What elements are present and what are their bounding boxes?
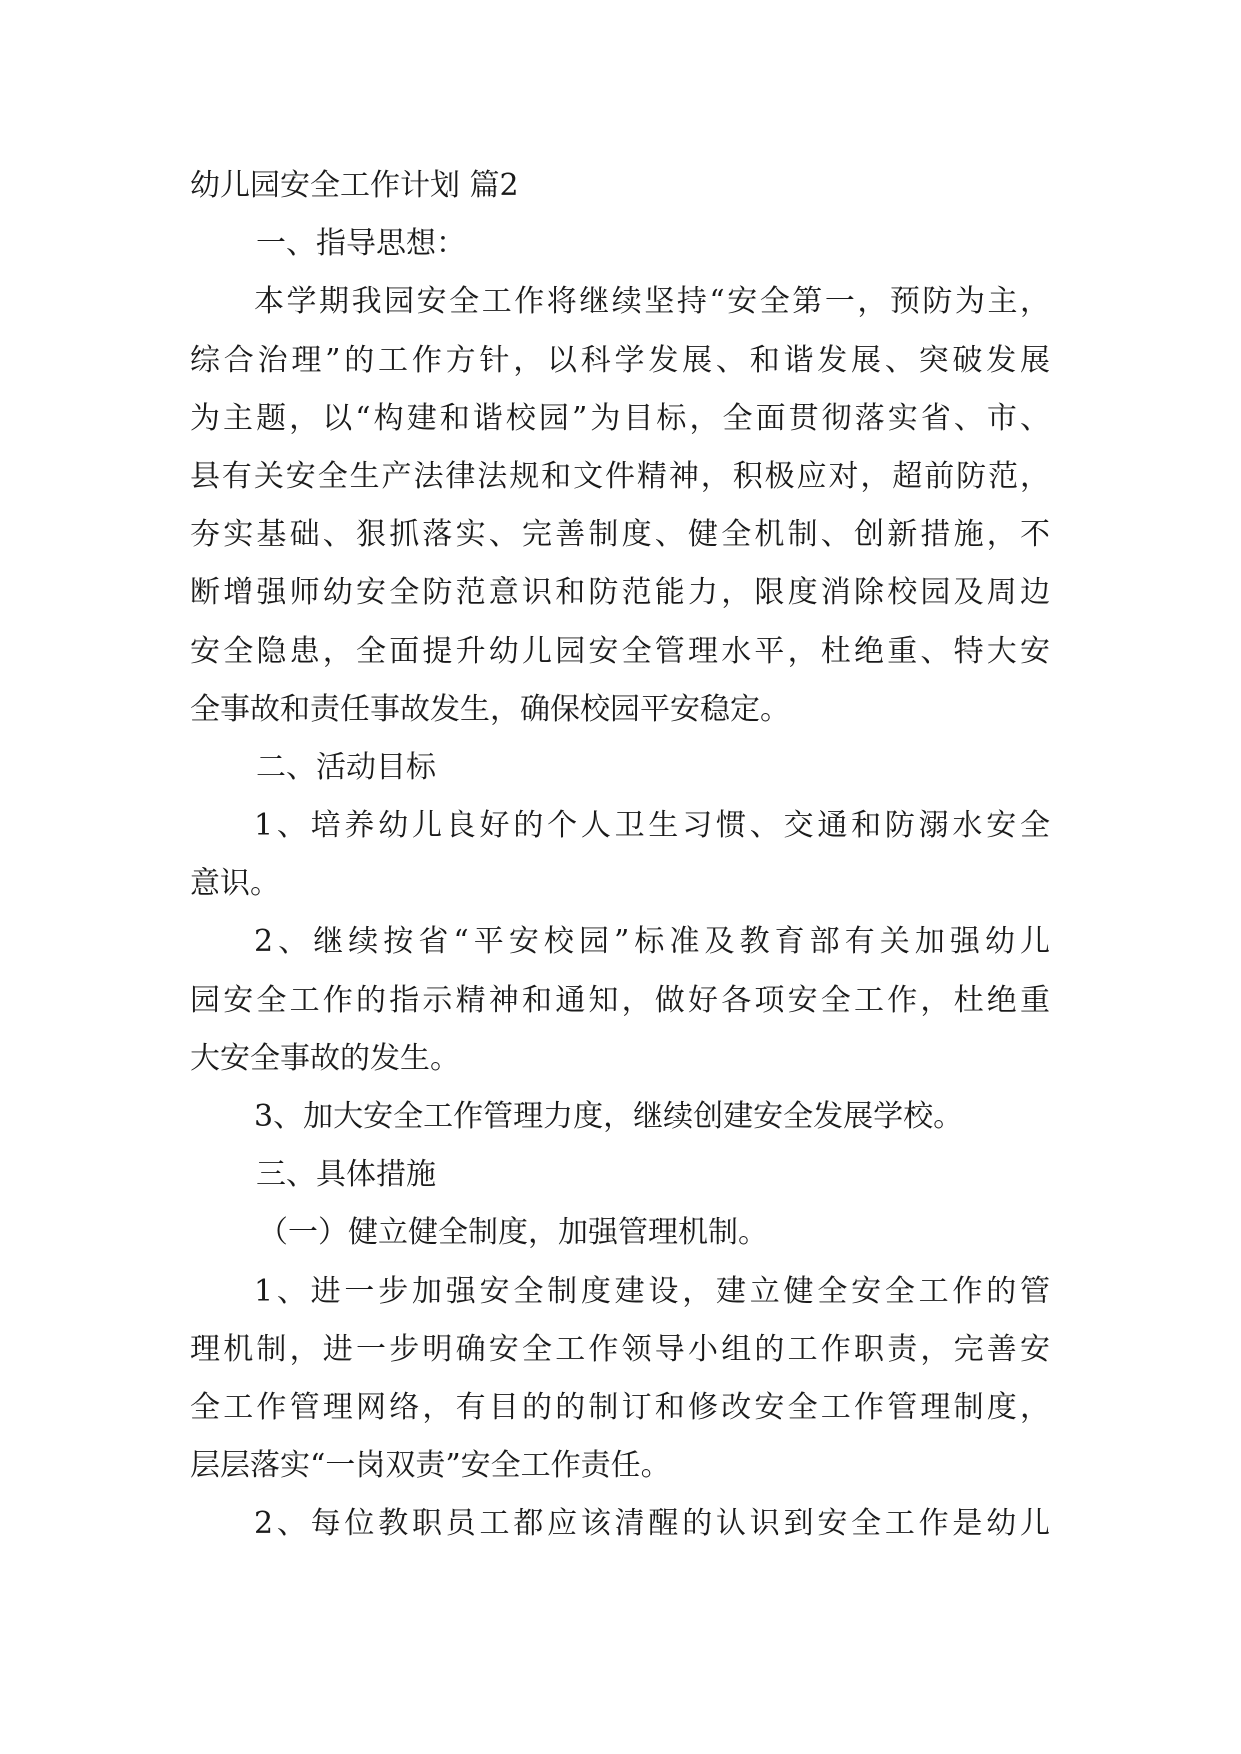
subsection-heading: （一）健立健全制度，加强管理机制。 — [258, 1215, 768, 1251]
paragraph-line: 综合治理”的工作方针，以科学发展、和谐发展、突破发展 — [190, 342, 1050, 378]
paragraph-line: 本学期我园安全工作将继续坚持“安全第一，预防为主， — [254, 284, 1050, 320]
paragraph-line: 县有关安全生产法律法规和文件精神，积极应对，超前防范， — [190, 458, 1050, 494]
paragraph-line: 层层落实“一岗双责”安全工作责任。 — [190, 1448, 671, 1484]
paragraph-line: 夯实基础、狠抓落实、完善制度、健全机制、创新措施，不 — [190, 517, 1050, 553]
paragraph-line: 园安全工作的指示精神和通知，做好各项安全工作，杜绝重 — [190, 982, 1050, 1018]
paragraph-line: 全工作管理网络，有目的的制订和修改安全工作管理制度， — [190, 1389, 1050, 1425]
paragraph-line: 为主题，以“构建和谐校园”为目标，全面贯彻落实省、市、 — [190, 400, 1050, 436]
section-heading-specific-measures: 三、具体措施 — [256, 1157, 436, 1193]
paragraph-line: 1、进一步加强安全制度建设，建立健全安全工作的管 — [254, 1273, 1050, 1309]
section-heading-activity-goals: 二、活动目标 — [256, 749, 436, 785]
paragraph-line: 大安全事故的发生。 — [190, 1040, 460, 1076]
paragraph-line: 1、培养幼儿良好的个人卫生习惯、交通和防溺水安全 — [254, 808, 1050, 844]
paragraph-line: 2、继续按省“平安校园”标准及教育部有关加强幼儿 — [254, 924, 1050, 960]
paragraph-line: 断增强师幼安全防范意识和防范能力，限度消除校园及周边 — [190, 575, 1050, 611]
paragraph-line: 理机制，进一步明确安全工作领导小组的工作职责，完善安 — [190, 1331, 1050, 1367]
paragraph-line: 2、每位教职员工都应该清醒的认识到安全工作是幼儿 — [254, 1506, 1050, 1542]
document-body — [190, 157, 1050, 1554]
section-heading-guiding-thought: 一、指导思想： — [256, 226, 466, 262]
paragraph-line: 安全隐患，全面提升幼儿园安全管理水平，杜绝重、特大安 — [190, 633, 1050, 669]
paragraph-line: 意识。 — [190, 866, 280, 902]
paragraph-line: 3、加大安全工作管理力度，继续创建安全发展学校。 — [254, 1099, 964, 1134]
paragraph-line: 全事故和责任事故发生，确保校园平安稳定。 — [190, 691, 790, 727]
document-title: 幼儿园安全工作计划 篇2 — [190, 168, 519, 203]
